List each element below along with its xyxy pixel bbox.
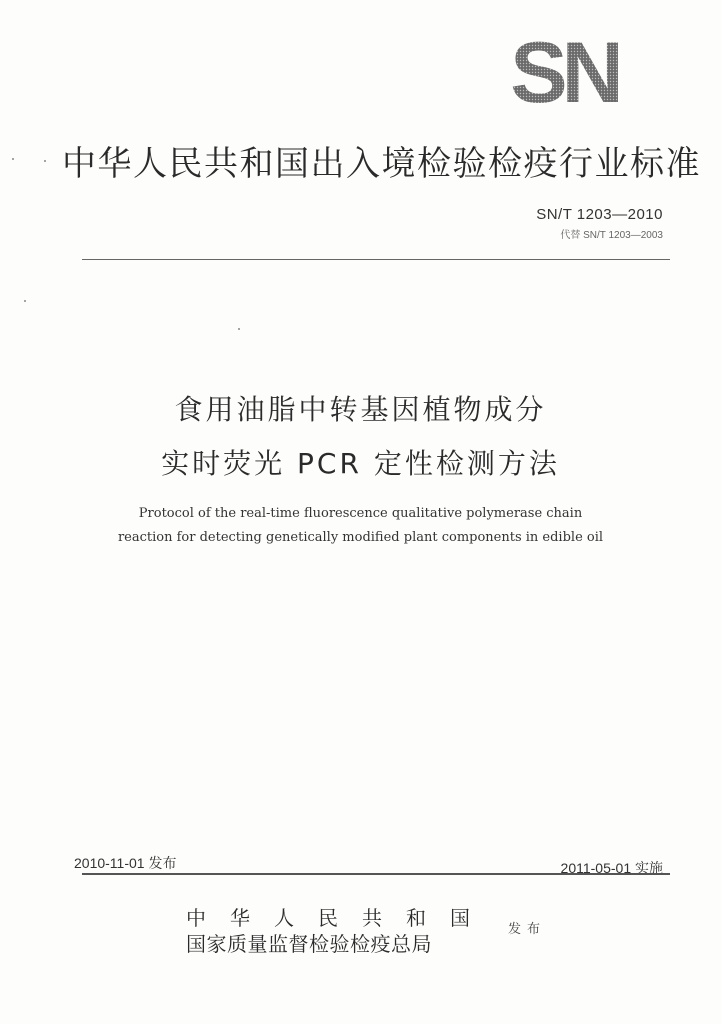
svg-text:SN: SN	[510, 38, 618, 108]
issue-date: 2010-11-01 发布	[74, 855, 177, 871]
replaces-standard: 代替 SN/T 1203—2003	[560, 230, 663, 241]
scan-speck	[12, 158, 14, 160]
english-title-line-2: reaction for detecting genetically modified plant components in edible oil	[117, 530, 604, 545]
sn-logo-icon	[492, 38, 636, 108]
header-divider	[82, 259, 670, 260]
sn-logo	[492, 38, 636, 108]
implementation-date: 2011-05-01 实施	[560, 860, 663, 876]
english-title-line-1: Protocol of the real-time fluorescence qualitative polymerase chain	[138, 506, 583, 521]
scan-speck	[44, 160, 46, 162]
publisher-line-1: 中华人民共和国	[186, 906, 494, 930]
scan-speck	[238, 328, 240, 330]
document-title-line-1: 食用油脂中转基因植物成分	[174, 393, 547, 426]
publisher-line-2: 国家质量监督检验检疫总局	[186, 932, 432, 956]
footer-divider	[82, 873, 670, 875]
standard-category-title: 中华人民共和国出入境检验检疫行业标准	[62, 144, 701, 184]
publish-label: 发布	[508, 922, 547, 937]
document-title-line-2: 实时荧光 PCR 定性检测方法	[161, 447, 560, 480]
scan-speck	[24, 300, 26, 302]
standard-number: SN/T 1203—2010	[536, 206, 663, 223]
